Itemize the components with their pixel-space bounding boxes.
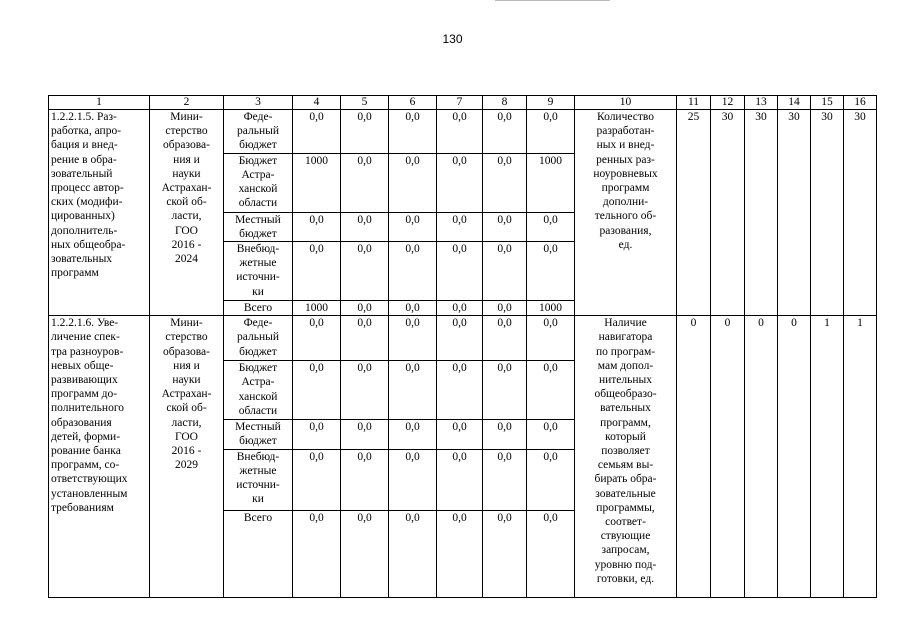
funding-value-cell: 0,0 xyxy=(437,361,483,420)
funding-value-cell: 0,0 xyxy=(437,420,483,449)
column-number: 7 xyxy=(437,96,483,110)
program-table xyxy=(48,95,877,598)
target-value-cell: 1 xyxy=(844,316,877,597)
target-value-cell: 25 xyxy=(677,110,711,316)
table-row xyxy=(49,316,877,361)
funding-value-cell: 0,0 xyxy=(341,242,389,301)
column-number: 5 xyxy=(341,96,389,110)
column-number: 2 xyxy=(150,96,224,110)
funding-value-cell: 0,0 xyxy=(341,449,389,510)
column-number: 16 xyxy=(844,96,877,110)
funding-value-cell: 0,0 xyxy=(483,316,527,361)
funding-value-cell: 0,0 xyxy=(341,316,389,361)
target-value-cell: 0 xyxy=(677,316,711,597)
column-number: 4 xyxy=(293,96,341,110)
funding-source-cell: Местный бюджет xyxy=(224,420,293,449)
funding-value-cell: 0,0 xyxy=(293,242,341,301)
funding-value-cell: 0,0 xyxy=(483,153,527,212)
funding-value-cell: 0,0 xyxy=(483,242,527,301)
target-value-cell: 0 xyxy=(711,316,745,597)
funding-value-cell: 0,0 xyxy=(389,316,437,361)
target-value-cell: 0 xyxy=(745,316,778,597)
target-value-cell: 0 xyxy=(778,316,811,597)
funding-value-cell: 0,0 xyxy=(437,301,483,316)
funding-value-cell: 0,0 xyxy=(527,361,575,420)
funding-value-cell: 0,0 xyxy=(527,510,575,597)
funding-value-cell: 0,0 xyxy=(527,212,575,241)
funding-source-cell: Всего xyxy=(224,510,293,597)
funding-value-cell: 0,0 xyxy=(293,212,341,241)
column-number: 1 xyxy=(49,96,150,110)
target-value-cell: 30 xyxy=(844,110,877,316)
funding-source-cell: Бюджет Астра- ханской области xyxy=(224,153,293,212)
column-number: 14 xyxy=(778,96,811,110)
funding-value-cell: 0,0 xyxy=(389,361,437,420)
column-number: 11 xyxy=(677,96,711,110)
column-number: 3 xyxy=(224,96,293,110)
funding-value-cell: 1000 xyxy=(527,153,575,212)
funding-value-cell: 0,0 xyxy=(341,420,389,449)
funding-value-cell: 0,0 xyxy=(341,212,389,241)
funding-value-cell: 0,0 xyxy=(483,510,527,597)
funding-value-cell: 0,0 xyxy=(389,242,437,301)
funding-value-cell: 0,0 xyxy=(483,212,527,241)
executor-cell: Мини- стерство образова- ния и науки Астрахан- ской об- ласти, ГОО 2016 - 2029 xyxy=(150,316,224,597)
column-number: 12 xyxy=(711,96,745,110)
target-value-cell: 1 xyxy=(811,316,844,597)
indicator-cell: Наличие навигатора по програм- мам допол- нительных общеобразо- вательных программ, который позволяет семьям вы- бирать обра- зовательные программы, соответ- ствующие запросам, уровню под- готовки, ед. xyxy=(575,316,677,597)
column-number: 9 xyxy=(527,96,575,110)
funding-source-cell: Феде- ральный бюджет xyxy=(224,316,293,361)
funding-value-cell: 0,0 xyxy=(437,110,483,154)
measure-cell: 1.2.2.1.6. Уве- личение спек- тра разноуров- невых обще- развивающих программ до- полнительного образования детей, форми- рование банка программ, со- ответствующих установленным требованиям xyxy=(49,316,150,597)
funding-value-cell: 0,0 xyxy=(527,449,575,510)
funding-value-cell: 0,0 xyxy=(483,449,527,510)
executor-cell: Мини- стерство образова- ния и науки Астрахан- ской об- ласти, ГОО 2016 - 2024 xyxy=(150,110,224,316)
target-value-cell: 30 xyxy=(711,110,745,316)
funding-value-cell: 0,0 xyxy=(437,449,483,510)
funding-value-cell: 0,0 xyxy=(389,510,437,597)
funding-value-cell: 0,0 xyxy=(341,110,389,154)
target-value-cell: 30 xyxy=(811,110,844,316)
indicator-cell: Количество разработан- ных и внед- ренных раз- ноуровневых программ дополни- тельного об- разования, ед. xyxy=(575,110,677,316)
funding-value-cell: 0,0 xyxy=(389,301,437,316)
funding-source-cell: Бюджет Астра- ханской области xyxy=(224,361,293,420)
target-value-cell: 30 xyxy=(745,110,778,316)
funding-source-cell: Феде- ральный бюджет xyxy=(224,110,293,154)
funding-value-cell: 0,0 xyxy=(341,301,389,316)
funding-value-cell: 0,0 xyxy=(341,361,389,420)
column-number: 10 xyxy=(575,96,677,110)
funding-source-cell: Внебюд- жетные источни- ки xyxy=(224,242,293,301)
measure-cell: 1.2.2.1.5. Раз- работка, апро- бация и внед- рение в обра- зовательный процесс автор- ских (модифи- цированных) дополнитель- ных общеобра- зовательных программ xyxy=(49,110,150,316)
funding-source-cell: Внебюд- жетные источни- ки xyxy=(224,449,293,510)
column-number: 13 xyxy=(745,96,778,110)
page-number: 130 xyxy=(442,32,463,46)
funding-value-cell: 0,0 xyxy=(437,153,483,212)
funding-value-cell: 0,0 xyxy=(437,316,483,361)
header-row xyxy=(49,96,877,110)
target-value-cell: 30 xyxy=(778,110,811,316)
column-number: 8 xyxy=(483,96,527,110)
funding-value-cell: 1000 xyxy=(293,301,341,316)
funding-value-cell: 0,0 xyxy=(437,242,483,301)
column-number: 6 xyxy=(389,96,437,110)
funding-value-cell: 0,0 xyxy=(437,212,483,241)
funding-value-cell: 0,0 xyxy=(389,420,437,449)
funding-value-cell: 0,0 xyxy=(527,110,575,154)
top-edge-mark xyxy=(495,0,610,3)
table-row xyxy=(49,110,877,154)
funding-value-cell: 0,0 xyxy=(389,110,437,154)
funding-value-cell: 0,0 xyxy=(341,153,389,212)
funding-value-cell: 0,0 xyxy=(293,510,341,597)
funding-value-cell: 0,0 xyxy=(341,510,389,597)
column-number: 15 xyxy=(811,96,844,110)
funding-value-cell: 0,0 xyxy=(293,316,341,361)
funding-value-cell: 0,0 xyxy=(483,420,527,449)
funding-value-cell: 0,0 xyxy=(437,510,483,597)
funding-value-cell: 0,0 xyxy=(527,242,575,301)
table-body xyxy=(49,96,877,598)
funding-value-cell: 0,0 xyxy=(293,361,341,420)
funding-source-cell: Местный бюджет xyxy=(224,212,293,241)
funding-value-cell: 1000 xyxy=(527,301,575,316)
funding-value-cell: 1000 xyxy=(293,153,341,212)
funding-value-cell: 0,0 xyxy=(527,420,575,449)
funding-value-cell: 0,0 xyxy=(293,420,341,449)
funding-value-cell: 0,0 xyxy=(293,110,341,154)
funding-value-cell: 0,0 xyxy=(527,316,575,361)
funding-value-cell: 0,0 xyxy=(483,361,527,420)
funding-value-cell: 0,0 xyxy=(389,153,437,212)
funding-value-cell: 0,0 xyxy=(483,301,527,316)
funding-value-cell: 0,0 xyxy=(389,449,437,510)
funding-source-cell: Всего xyxy=(224,301,293,316)
funding-value-cell: 0,0 xyxy=(389,212,437,241)
funding-value-cell: 0,0 xyxy=(293,449,341,510)
funding-value-cell: 0,0 xyxy=(483,110,527,154)
